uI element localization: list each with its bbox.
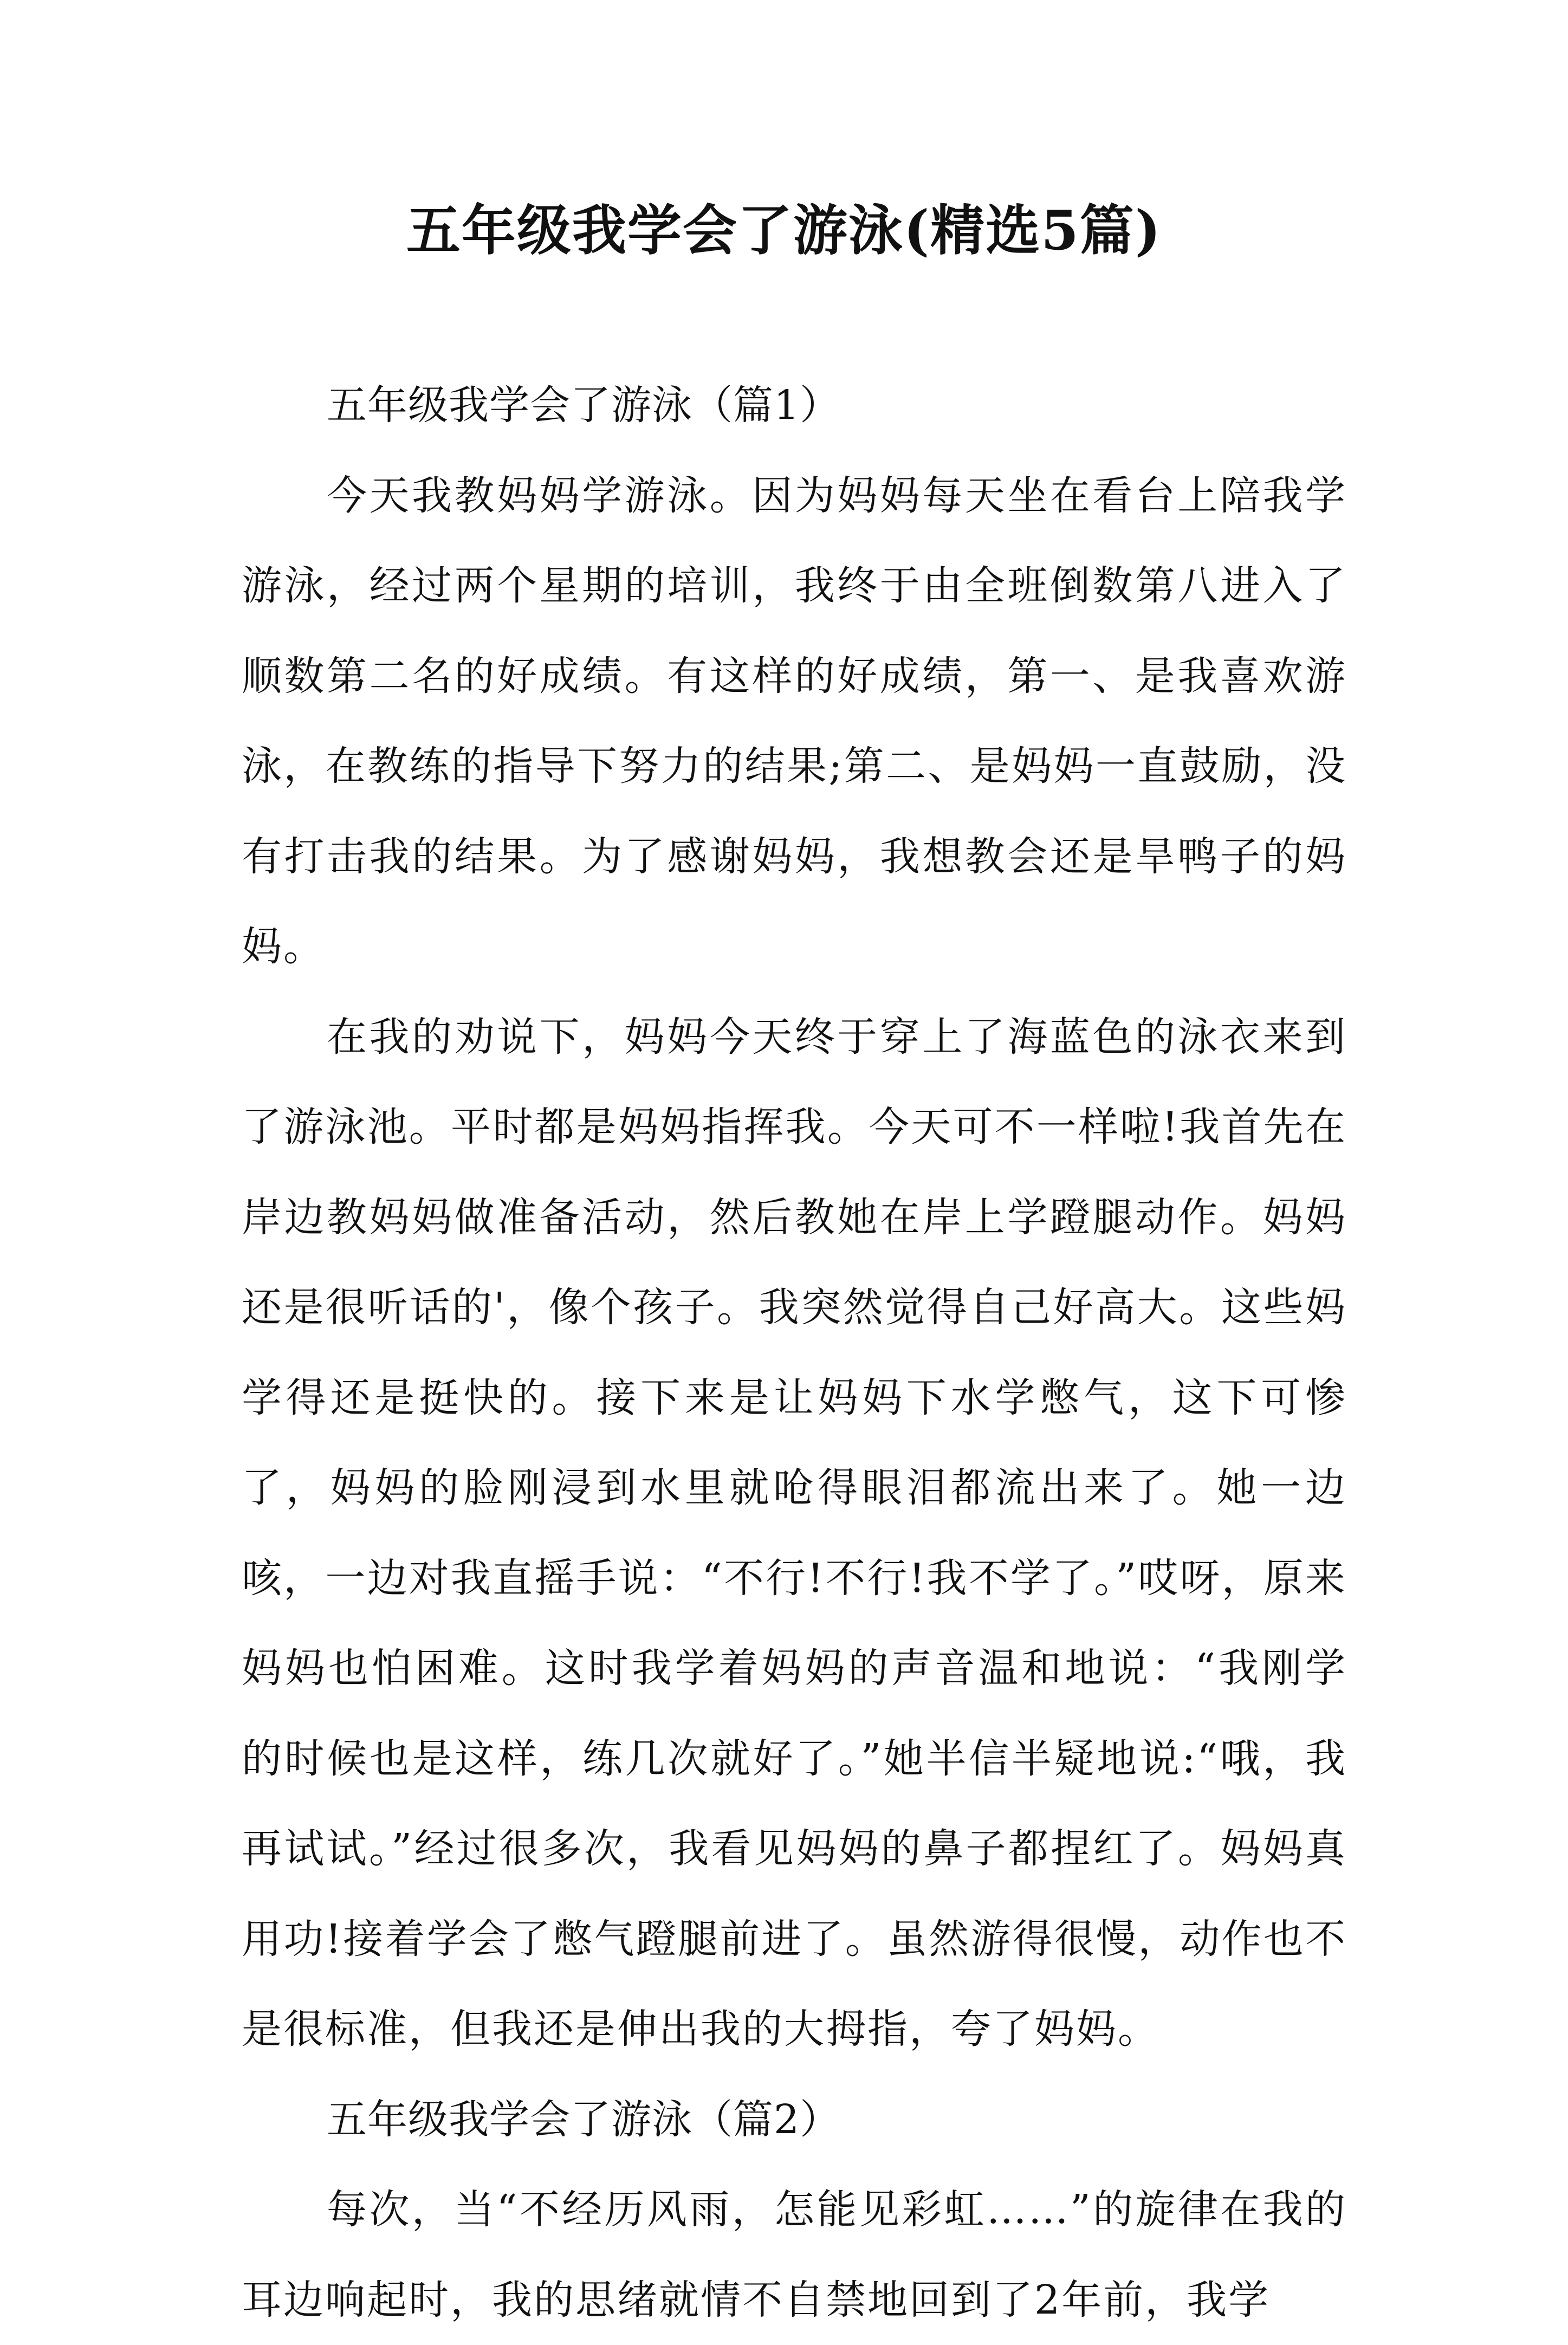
paragraph: 每次，当“不经历风雨，怎能见彩虹……”的旋律在我的耳边响起时，我的思绪就情不自禁地回到了2年前，我学	[242, 2186, 1347, 2323]
section-heading-2: 五年级我学会了游泳（篇2）	[327, 2096, 841, 2143]
document-body	[242, 360, 1347, 2345]
document-title: 五年级我学会了游泳(精选5篇)	[406, 198, 1162, 262]
paragraph: 今天我教妈妈学游泳。因为妈妈每天坐在看台上陪我学游泳，经过两个星期的培训，我终于由全班倒数第八进入了顺数第二名的好成绩。有这样的好成绩，第一、是我喜欢游泳，在教练的指导下努力的结果;第二、是妈妈一直鼓励，没有打击我的结果。为了感谢妈妈，我想教会还是旱鸭子的妈妈。	[242, 472, 1347, 970]
paragraph: 在我的劝说下，妈妈今天终于穿上了海蓝色的泳衣来到了游泳池。平时都是妈妈指挥我。今天可不一样啦!我首先在岸边教妈妈做准备活动，然后教她在岸上学蹬腿动作。妈妈还是很听话的'，像个孩子。我突然觉得自己好高大。这些妈学得还是挺快的。接下来是让妈妈下水学憋气，这下可惨了，妈妈的脸刚浸到水里就呛得眼泪都流出来了。她一边咳，一边对我直摇手说：“不行!不行!我不学了。”哎呀，原来妈妈也怕困难。这时我学着妈妈的声音温和地说：“我刚学的时候也是这样，练几次就好了。”她半信半疑地说:“哦，我再试试。”经过很多次，我看见妈妈的鼻子都捏红了。妈妈真用功!接着学会了憋气蹬腿前进了。虽然游得很慢，动作也不是很标准，但我还是伸出我的大拇指，夸了妈妈。	[242, 1013, 1347, 2052]
section-heading-1: 五年级我学会了游泳（篇1）	[327, 382, 841, 429]
